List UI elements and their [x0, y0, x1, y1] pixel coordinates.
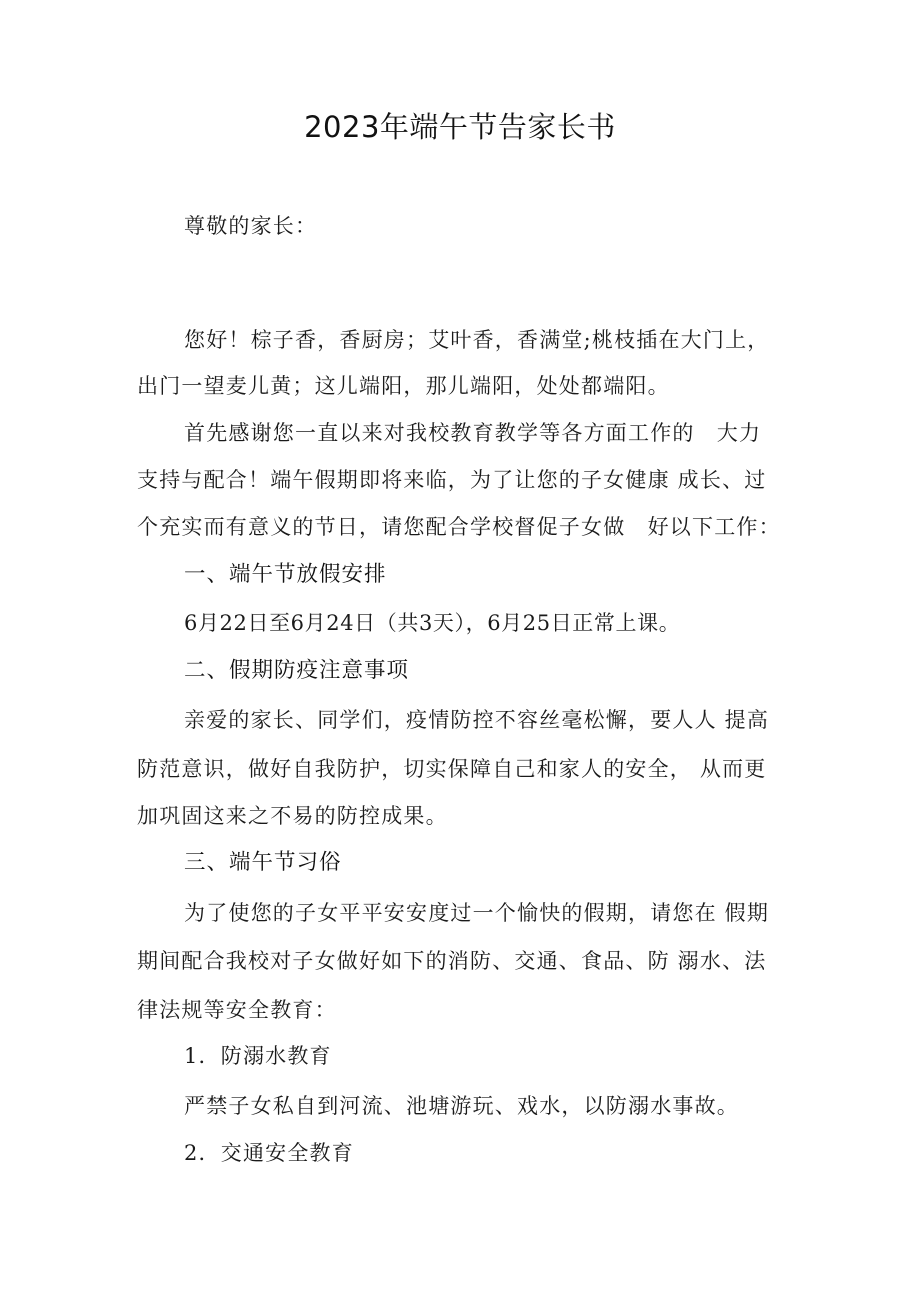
greeting-line-1: 您好！棕子香，香厨房；艾叶香，香满堂;桃枝插在大门上， — [184, 328, 770, 352]
item-drowning-title: 1．防溺水教育 — [184, 1044, 332, 1068]
epidemic-line-2: 防范意识，做好自我防护，切实保障自己和家人的安全， 从而更 — [137, 757, 767, 781]
intro-line-1: 首先感谢您一直以来对我校教育教学等各方面工作的 大力 — [184, 421, 762, 445]
customs-line-2: 期间配合我校对子女做好如下的消防、交通、食品、防 溺水、法 — [137, 949, 767, 973]
item-drowning-text: 严禁子女私自到河流、池塘游玩、戏水，以防溺水事故。 — [184, 1094, 739, 1118]
salutation: 尊敬的家长： — [184, 214, 318, 238]
item-traffic-title: 2．交通安全教育 — [184, 1141, 354, 1165]
document-title: 2023年端午节告家长书 — [304, 110, 616, 144]
section-heading-holiday: 一、端午节放假安排 — [184, 562, 387, 587]
epidemic-line-1: 亲爱的家长、同学们，疫情防控不容丝毫松懈，要人人 提高 — [184, 708, 770, 732]
customs-line-3: 律法规等安全教育： — [137, 998, 337, 1022]
section-heading-epidemic: 二、假期防疫注意事项 — [184, 658, 410, 683]
greeting-line-2: 出门一望麦儿黄；这儿端阳，那儿端阳，处处都端阳。 — [137, 374, 670, 398]
holiday-schedule: 6月22日至6月24日（共3天），6月25日正常上课。 — [184, 611, 681, 635]
epidemic-line-3: 加巩固这来之不易的防控成果。 — [137, 804, 448, 828]
intro-line-3: 个充实而有意义的节日，请您配合学校督促子女做 好以下工作： — [137, 515, 781, 539]
customs-line-1: 为了使您的子女平平安安度过一个愉快的假期，请您在 假期 — [184, 901, 770, 925]
section-heading-customs: 三、端午节习俗 — [184, 850, 342, 875]
intro-line-2: 支持与配合！端午假期即将来临，为了让您的子女健康 成长、过 — [137, 468, 767, 492]
